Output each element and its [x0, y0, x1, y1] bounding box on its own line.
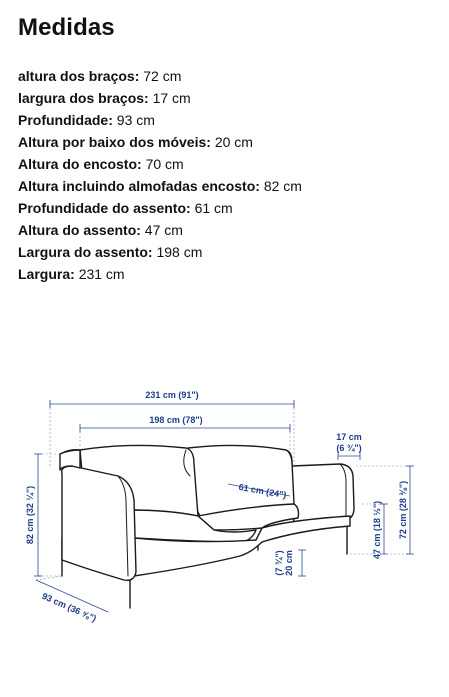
dimension-label: altura dos braços: — [18, 68, 140, 84]
left-armrest — [62, 466, 136, 580]
dimension-value: 231 cm — [78, 266, 125, 282]
arm-width-label-cm: 17 cm — [336, 432, 362, 442]
arm-width-label-in: (6 ¾") — [336, 443, 362, 453]
dimension-row — [18, 197, 302, 219]
dimension-value: 47 cm — [144, 222, 183, 238]
dimension-row — [18, 87, 302, 109]
dimension-label: Profundidade: — [18, 112, 113, 128]
under-height-label-cm: 20 cm — [284, 550, 294, 576]
dimension-row — [18, 219, 302, 241]
dimension-value: 17 cm — [152, 90, 191, 106]
dimension-value: 82 cm — [263, 178, 302, 194]
sofa-dimension-diagram — [0, 370, 449, 697]
depth-label: 93 cm (36 ⅝") — [40, 590, 98, 624]
dimension-label: Profundidade do assento: — [18, 200, 191, 216]
total-height-label: 82 cm (32 ¼") — [25, 485, 35, 545]
dimension-value: 72 cm — [143, 68, 182, 84]
dimension-row — [18, 263, 302, 285]
arm-height-label: 72 cm (28 ⅜") — [398, 480, 408, 540]
dimension-row — [18, 65, 302, 87]
dimensions-list — [18, 65, 302, 285]
dimension-label: Altura do assento: — [18, 222, 141, 238]
dimension-value: 93 cm — [116, 112, 155, 128]
seat-width-label: 198 cm (78") — [149, 415, 203, 425]
dimension-row — [18, 241, 302, 263]
under-height-label-in: (7 ¾") — [274, 550, 284, 576]
width-label: 231 cm (91") — [145, 390, 199, 400]
dimension-label: Largura do assento: — [18, 244, 153, 260]
dimension-label: Altura incluindo almofadas encosto: — [18, 178, 260, 194]
dimension-label: Altura do encosto: — [18, 156, 142, 172]
dimension-row — [18, 109, 302, 131]
seat-depth-label: 61 cm (24") — [237, 481, 288, 501]
dimension-value: 70 cm — [145, 156, 184, 172]
dimension-value: 198 cm — [156, 244, 203, 260]
dimension-row — [18, 131, 302, 153]
dimension-row — [18, 153, 302, 175]
seat-height-label: 47 cm (18 ½") — [372, 500, 382, 560]
dimension-row — [18, 175, 302, 197]
dimension-label: Largura: — [18, 266, 75, 282]
sofa-illustration — [60, 445, 354, 608]
dimension-label: largura dos braços: — [18, 90, 149, 106]
page-title: Medidas — [18, 14, 115, 41]
dimension-value: 20 cm — [214, 134, 253, 150]
dimension-value: 61 cm — [194, 200, 233, 216]
dimension-label: Altura por baixo dos móveis: — [18, 134, 211, 150]
